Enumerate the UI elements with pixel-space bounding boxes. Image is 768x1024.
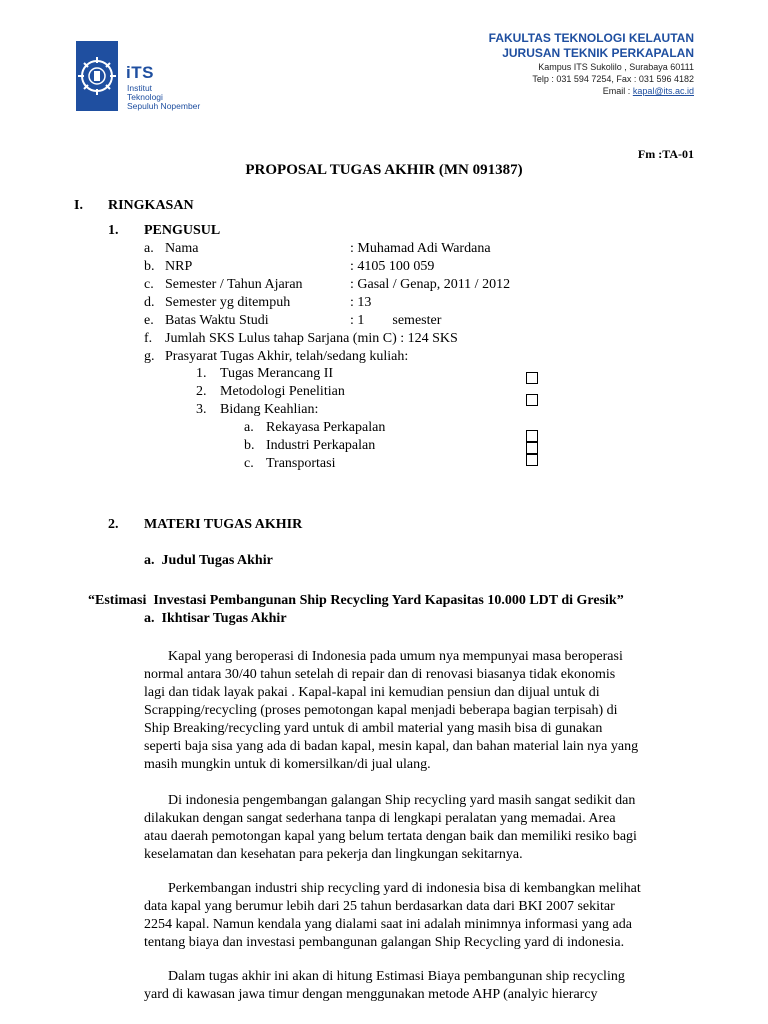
bidang-transportasi: Transportasi: [266, 456, 336, 471]
section-number: I.: [74, 198, 83, 213]
sks-line: Jumlah SKS Lulus tahap Sarjana (min C) : 124 SKS: [165, 331, 458, 346]
letterhead: [489, 31, 694, 97]
field-value-nrp: : 4105 100 059: [350, 259, 435, 274]
bidang-industri: Industri Perkapalan: [266, 438, 376, 453]
field-label-nama: Nama: [165, 241, 199, 256]
document-title: PROPOSAL TUGAS AKHIR (MN 091387): [245, 162, 523, 178]
prereq-number: 3.: [196, 402, 207, 417]
ikhtisar-heading: a. Ikhtisar Tugas Akhir: [144, 611, 287, 626]
checkbox-metodologi[interactable]: [526, 394, 538, 406]
bidang-rekayasa: Rekayasa Perkapalan: [266, 420, 386, 435]
field-letter: e.: [144, 313, 154, 328]
checkbox-transportasi[interactable]: [526, 454, 538, 466]
section2-number: 2.: [108, 517, 119, 532]
prereq-number: 2.: [196, 384, 207, 399]
bidang-letter: b.: [244, 438, 255, 453]
logo-subtitle: Institut Teknologi Sepuluh Nopember: [127, 83, 201, 111]
email-link[interactable]: kapal@its.ac.id: [632, 86, 694, 96]
field-value-batas-waktu: : 1 semester: [350, 313, 442, 328]
thesis-title: “Estimasi Investasi Pembangunan Ship Recycling Yard Kapasitas 10.000 LDT di Gresik”: [88, 593, 624, 608]
phone-fax: Telp : 031 594 7254, Fax : 031 596 4182: [532, 74, 694, 84]
field-value-semester-ditempuh: : 13: [350, 295, 372, 310]
checkbox-industri[interactable]: [526, 442, 538, 454]
its-logo: [74, 39, 214, 119]
field-label-batas-waktu: Batas Waktu Studi: [165, 313, 269, 328]
paragraph-3: Perkembangan industri ship recycling yard di indonesia bisa di kembangkan melihat data kapal yang berumur lebih dari 25 tahun berdasarkan data dari BKI 2007 sekitar 2254 kapal. Namun kendala yang dialami saat ini adalah minimnya informasi yang ada tentang biaya dan investasi pembangunan galangan Ship Recycling yard di indonesia.: [144, 881, 641, 950]
field-letter: d.: [144, 295, 155, 310]
faculty-name: FAKULTAS TEKNOLOGI KELAUTAN: [488, 31, 694, 45]
judul-heading: a. Judul Tugas Akhir: [144, 553, 273, 568]
section-title: RINGKASAN: [108, 198, 194, 213]
prereq-number: 1.: [196, 366, 207, 381]
form-code: Fm :TA-01: [637, 147, 694, 161]
paragraph-4: Dalam tugas akhir ini akan di hitung Estimasi Biaya pembangunan ship recycling yard di kawasan jawa timur dengan menggunakan metode AHP (analyic hierarcy: [144, 969, 625, 1002]
prasyarat-line: Prasyarat Tugas Akhir, telah/sedang kuliah:: [165, 349, 409, 364]
field-label-semester-ditempuh: Semester yg ditempuh: [165, 295, 291, 310]
bidang-letter: c.: [244, 456, 254, 471]
prereq-tugas-merancang: Tugas Merancang II: [220, 366, 334, 381]
field-letter: c.: [144, 277, 154, 292]
subsection-number: 1.: [108, 223, 119, 238]
field-letter: a.: [144, 241, 154, 256]
checkbox-rekayasa[interactable]: [526, 430, 538, 442]
address: Kampus ITS Sukolilo , Surabaya 60111: [538, 62, 694, 72]
email-line: Email : kapal@its.ac.id: [602, 86, 694, 96]
checkbox-tugas-merancang[interactable]: [526, 372, 538, 384]
field-label-semester: Semester / Tahun Ajaran: [165, 277, 303, 292]
field-value-semester: : Gasal / Genap, 2011 / 2012: [350, 277, 511, 292]
field-letter: b.: [144, 259, 155, 274]
prereq-bidang-keahlian: Bidang Keahlian:: [220, 402, 319, 417]
prereq-metodologi: Metodologi Penelitian: [220, 384, 345, 399]
subsection-title: PENGUSUL: [144, 223, 221, 238]
section2-title: MATERI TUGAS AKHIR: [144, 517, 303, 532]
field-letter: f.: [144, 331, 153, 346]
field-value-nama: : Muhamad Adi Wardana: [350, 241, 491, 256]
logo-text: iTS: [126, 63, 154, 82]
its-seal-icon: [74, 39, 120, 113]
field-letter: g.: [144, 349, 155, 364]
paragraph-2: Di indonesia pengembangan galangan Ship recycling yard masih sangat sedikit dan dilakukan dengan sangat sederhana tanpa di lengkapi peralatan yang memadai. Area atau daerah pemotongan kapal yang belum tertata dengan baik dan memiliki resiko bagi keselamatan dan kesehatan para pekerja dan lingkungan sekitarnya.: [144, 793, 637, 862]
department-name: JURUSAN TEKNIK PERKAPALAN: [502, 46, 694, 60]
paragraph-1: Kapal yang beroperasi di Indonesia pada umum nya mempunyai masa beroperasi normal antara 30/40 tahun setelah di repair dan di renovasi biasanya tidak ekonomis lagi dan tidak layak pakai . Kapal-kapal ini kemudian pensiun dan dijual untuk di Scrapping/recycling (proses pemotongan kapal menjadi beberapa bagian terpisah) di Ship Breaking/recycling yard untuk di ambil material yang masih bisa di gunakan seperti baja sisa yang ada di badan kapal, mesin kapal, dan bahan material lain nya yang masih mungkin untuk di komersilkan/di jual ulang.: [144, 649, 639, 772]
field-label-nrp: NRP: [165, 259, 193, 274]
bidang-letter: a.: [244, 420, 254, 435]
